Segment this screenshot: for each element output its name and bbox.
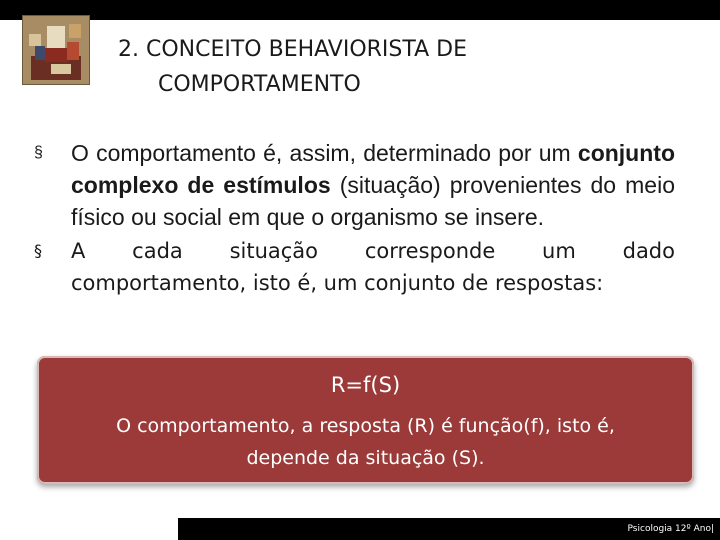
bullet-item [30, 137, 675, 233]
bullet-list [30, 137, 675, 299]
bullet-text-rest: comportamento, isto é, um conjunto de respostas: [71, 271, 604, 295]
title-line-1: 2. CONCEITO BEHAVIORISTA DE [118, 37, 468, 62]
bullet-text-bold: conjunto complexo de estímulos [71, 140, 675, 198]
bullet-item [30, 235, 675, 299]
formula: R=f(S) [330, 373, 401, 397]
square-bullet-icon: § [34, 144, 43, 161]
footer-bar [178, 518, 720, 540]
bullet-text-before: O comportamento é, assim, determinado por um [71, 140, 578, 166]
title-line-2: COMPORTAMENTO [158, 72, 361, 97]
bullet-text-after: (situação) provenientes do meio físico ou social em que o organismo se insere. [71, 172, 675, 230]
books-portrait-icon [22, 15, 90, 85]
formula-explanation-wrap [37, 410, 694, 474]
slide-title [118, 32, 618, 102]
formula-explanation: O comportamento, a resposta (R) é função(f), isto é, depende da situação (S). [116, 415, 615, 469]
bullet-text-first-line: A cada situação corresponde um dado [71, 239, 675, 263]
footer-text: Psicologia 12º Ano| [627, 524, 714, 534]
square-bullet-icon: § [34, 241, 42, 260]
top-bar [0, 0, 720, 20]
